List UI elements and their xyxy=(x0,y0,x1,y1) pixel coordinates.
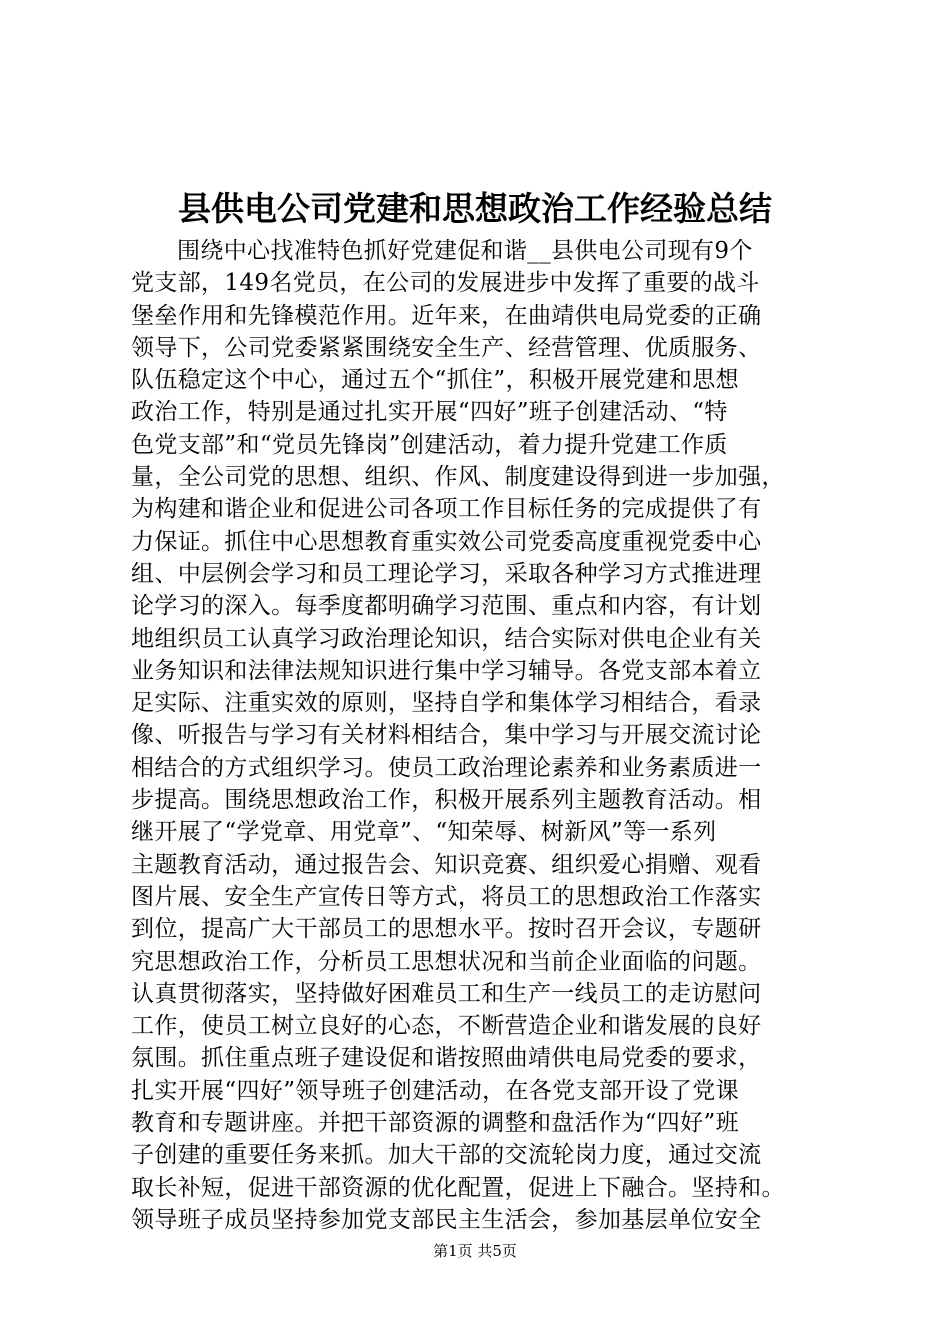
body-line: 相结合的方式组织学习。使员工政治理论素养和业务素质进一 xyxy=(131,754,762,781)
body-line: 认真贯彻落实，坚持做好困难员工和生产一线员工的走访慰问 xyxy=(131,980,762,1007)
body-line: 组、中层例会学习和员工理论学习，采取各种学习方式推进理 xyxy=(131,560,762,587)
body-line: 地组织员工认真学习政治理论知识，结合实际对供电企业有关 xyxy=(131,625,762,652)
body-line: 氛围。抓住重点班子建设促和谐按照曲靖供电局党委的要求， xyxy=(131,1045,762,1072)
body-line: 取长补短，促进干部资源的优化配置，促进上下融合。坚持和。 xyxy=(131,1174,785,1201)
body-line: 力保证。抓住中心思想教育重实效公司党委高度重视党委中心 xyxy=(131,528,762,555)
page-footer: 第1页 共5页 xyxy=(433,1242,517,1260)
body-line: 扎实开展“四好”领导班子创建活动，在各党支部开设了党课 xyxy=(131,1077,739,1104)
body-line: 继开展了“学党章、用党章”、“知荣辱、树新风”等一系列 xyxy=(131,819,717,846)
body-line: 步提高。围绕思想政治工作，积极开展系列主题教育活动。相 xyxy=(131,787,762,814)
body-line: 足实际、注重实效的原则，坚持自学和集体学习相结合，看录 xyxy=(131,690,762,717)
body-line: 队伍稳定这个中心，通过五个“抓住”，积极开展党建和思想 xyxy=(131,367,739,394)
body-line: 教育和专题讲座。并把干部资源的调整和盘活作为“四好”班 xyxy=(131,1110,739,1137)
body-line: 工作，使员工树立良好的心态，不断营造企业和谐发展的良好 xyxy=(131,1013,762,1040)
body-line: 围绕中心找准特色抓好党建促和谐__县供电公司现有9个 xyxy=(177,238,753,264)
body-line: 堡垒作用和先锋模范作用。近年来，在曲靖供电局党委的正确 xyxy=(131,302,762,329)
body-line: 政治工作，特别是通过扎实开展“四好”班子创建活动、“特 xyxy=(131,399,728,426)
body-line: 子创建的重要任务来抓。加大干部的交流轮岗力度，通过交流 xyxy=(131,1142,762,1169)
body-line: 业务知识和法律法规知识进行集中学习辅导。各党支部本着立 xyxy=(131,657,762,684)
body-line: 究思想政治工作，分析员工思想状况和当前企业面临的问题。 xyxy=(131,948,762,975)
body-line: 图片展、安全生产宣传日等方式，将员工的思想政治工作落实 xyxy=(131,883,762,910)
body-line: 色党支部”和“党员先锋岗”创建活动，着力提升党建工作质 xyxy=(131,431,728,458)
body-line: 主题教育活动，通过报告会、知识竞赛、组织爱心捐赠、观看 xyxy=(131,851,762,878)
body-line: 量，全公司党的思想、组织、作风、制度建设得到进一步加强， xyxy=(131,464,785,491)
body-line: 党支部，149名党员，在公司的发展进步中发挥了重要的战斗 xyxy=(131,270,760,297)
body-line: 领导下，公司党委紧紧围绕安全生产、经营管理、优质服务、 xyxy=(131,334,762,361)
document-body xyxy=(131,235,841,1236)
body-line: 到位，提高广大干部员工的思想水平。按时召开会议，专题研 xyxy=(131,916,762,943)
body-line: 论学习的深入。每季度都明确学习范围、重点和内容，有计划 xyxy=(131,593,762,620)
body-line: 像、听报告与学习有关材料相结合，集中学习与开展交流讨论 xyxy=(131,722,762,749)
body-line: 领导班子成员坚持参加党支部民主生活会，参加基层单位安全 xyxy=(131,1206,762,1233)
document-title: 县供电公司党建和思想政治工作经验总结 xyxy=(178,189,772,228)
body-line: 为构建和谐企业和促进公司各项工作目标任务的完成提供了有 xyxy=(131,496,762,523)
